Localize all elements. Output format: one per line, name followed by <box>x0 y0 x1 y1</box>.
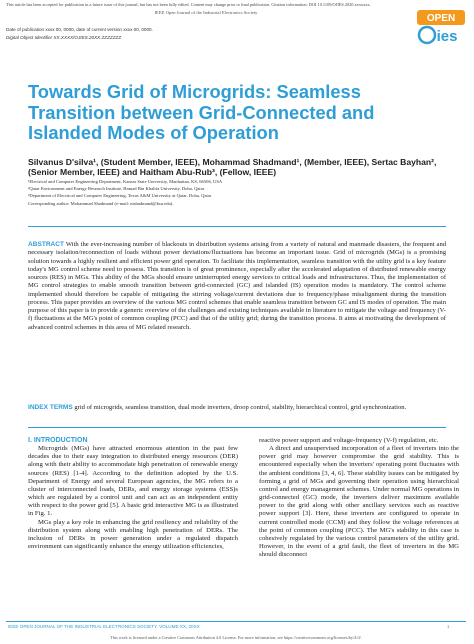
doi-line: Digital Object Identifier XX.XXXX/OJIES.20XX.ZZZZZZZ <box>6 35 122 40</box>
intro-paragraph: A direct and unsupervised incorporation of a fleet of inverters into the power grid may however compromise the grid stability. This is encountered especially when the inverters' operating point fluctuates with the ambient conditions [3, 4, 6]. These stability issues can be mitigated by forming a grid of MGs and governing their operation using hierarchical control and energy management schemes. Under normal MG operations in grid-connected (GC) mode, the inverters deliver maximum available power to the grid along with other ancillary services such as reactive power support [3]. Here, these inverters are configured to operate in current controlled mode (CCM) and they follow the voltage references at the point of common coupling (PCC). The MG's stability in this case is cohesively regulated by the various control parameters of the utility grid. However, in the event of a grid fault, the fleet of inverters in the MG should disconnect <box>259 445 459 559</box>
abstract-text: With the ever-increasing number of blackouts in distribution systems arising from a variety of natural and manmade disasters, the frequent and necessary isolation/reconnection of loads without power deviations/fluctuations has become an important issue. Grid of microgrids (MGs) is a promising solution towards a highly resilient and efficient power grid operation. To facilitate this implementation, seamless transition with the utility grid is a key feature today's MG control scheme need to possess. This transition is of great prominence, especially after the accelerated adaptation of distributed renewable energy sources (RES) in MGs. This ability of the MGs should ensure uninterrupted energy services to critical loads and infrastructures. Thus, the implementation of MG control strategies to enable smooth transition between grid-connected (GC) and islanded (IS) operation modes is mandatory. The control scheme implemented should therefore be capable of mitigating the stirring voltage/current deviations due to frequency/phase misalignment during the transition process. This paper provides an overview of the various MG control schemes that enable seamless transition between GC and IS modes of operation. The main purpose of this paper is to provide a generic overview of the challenges and existing techniques available in literature to mitigate the voltage and frequency (V-f) fluctuations at the MG's point of common coupling (PCC) and that of the utility grid; during the transition process. It aims at motivating the development of advanced control schemes in this area of MG related research. <box>28 241 446 331</box>
index-terms <box>28 404 446 412</box>
intro-paragraph: MGs play a key role in enhancing the grid resiliency and reliability of the distribution system along with enabling high penetration of DERs. The inclusion of DERs in power generation under a regulated dispatch environment can significantly enhance the energy utilization efficiencies, <box>28 518 238 551</box>
intro-column-left <box>28 437 238 551</box>
affiliations <box>28 178 448 199</box>
index-terms-label: INDEX TERMS <box>28 404 73 411</box>
logo-top-text: OPEN <box>426 13 456 24</box>
affiliation-3: ³Department of Electrical and Computer Engineering, Texas A&M University at Qatar, Doha, Qatar <box>28 193 212 198</box>
acceptance-banner: This article has been accepted for publication in a future issue of this journal, but has not been fully edited. Content may change prior to final publication. Citation information: DOI 10.1109/OJIES.2020.xxxxxxx, <box>6 2 371 7</box>
section-heading: I. INTRODUCTION <box>28 437 88 444</box>
logo-bottom-text: ies <box>436 28 458 45</box>
section-divider <box>28 226 446 227</box>
corresponding-author: Corresponding author: Mohammad Shadmand (e-mail: mshadmand@ksu.edu). <box>28 201 174 206</box>
affiliation-1: ¹Electrical and Computer Engineering Department, Kansas State University, Manhattan, KS, 66506, USA <box>28 179 223 184</box>
intro-paragraph: reactive power support and voltage-frequency (V-f) regulation, etc. <box>259 437 439 444</box>
index-terms-text: grid of microgrids, seamless transition, dual mode inverters, droop control, stability, hierarchical control, grid synchronization. <box>72 404 407 411</box>
affiliation-2: ²Qatar Environment and Energy Research Institute, Hamad Bin Khalifa University, Doha, Qatar <box>28 186 205 191</box>
author-list: Silvanus D'silva¹, (Student Member, IEEE), Mohammad Shadmand¹, (Member, IEEE), Sertac Bayhan², (Senior Member, IEEE) and Haitham Abu-Rub³, (Fellow, IEEE) <box>28 157 437 177</box>
footer-journal: IEEE OPEN JOURNAL OF THE INDUSTRIAL ELECTRONICS SOCIETY. VOLUME XX, 20XX <box>8 624 200 629</box>
page-number: 1 <box>447 624 450 629</box>
paper-title: Towards Grid of Microgrids: Seamless Transition between Grid-Connected and Islanded Modes of Operation <box>28 81 375 143</box>
intro-column-right <box>259 437 459 559</box>
abstract <box>28 241 446 332</box>
footer-rule <box>6 621 466 622</box>
journal-logo <box>413 8 467 46</box>
section-divider <box>28 427 446 428</box>
intro-paragraph: Microgrids (MGs) have attracted enormous attention in the past few decades due to their easy integration to distributed energy resources (DER) along with their ability to accommodate high penetration of renewable energy sources (RES) [1-4]. According to the definition adopted by the U.S. Department of Energy and several European agencies, the MG refers to a cluster of interconnected loads, DERs, and energy storage systems (ESS)s which are regulated by a control unit and can act as an independent entity with respect to the power grid [5]. A basic grid interactive MG is as illustrated in Fig. 1. <box>28 445 238 518</box>
journal-name: IEEE Open Journal of the Industrial Electronics Society <box>154 10 258 15</box>
abstract-label: ABSTRACT <box>28 241 65 248</box>
publication-date: Date of publication xxxx 00, 0000, date of current version xxxx 00, 0000. <box>6 27 153 32</box>
license-notice: This work is licensed under a Creative Commons Attribution 4.0 License. For more information, see https://creativecommons.org/licenses/by/4.0/. <box>110 635 362 640</box>
